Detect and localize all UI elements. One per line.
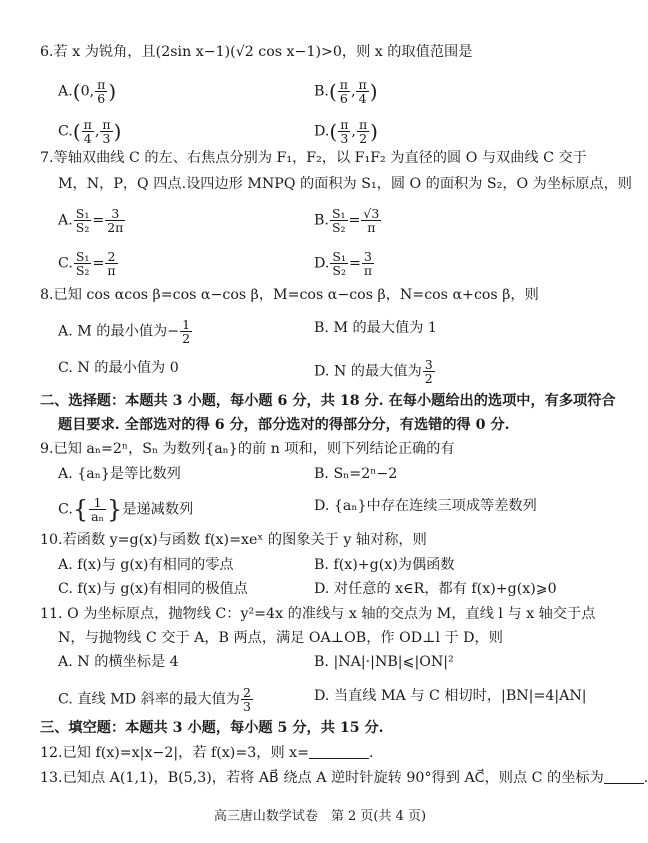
q9-stem: 9.已知 aₙ=2ⁿ，Sₙ 为数列{aₙ}的前 n 项和，则下列结论正确的有 bbox=[40, 441, 455, 457]
q9-option-a: A. {aₙ}是等比数列 bbox=[58, 466, 181, 482]
q11-stem-line2: N，与抛物线 C 交于 A，B 两点，满足 OA⊥OB，作 OD⊥l 于 D，则 bbox=[58, 630, 503, 646]
q7-option-a: A. $\frac{\text{S₁}}{\text{S₂}}$ = $\frac{3}{2\pi}$ bbox=[58, 206, 124, 235]
q7-stem-line2: M，N，P，Q 四点.设四边形 MNPQ 的面积为 S₁，圆 O 的面积为 S₂，O 为坐标原点，则 bbox=[58, 176, 632, 192]
q7-stem-line1: 7.等轴双曲线 C 的左、右焦点分别为 F₁，F₂，以 F₁F₂ 为直径的圆 O 与双曲线 C 交于 bbox=[40, 150, 587, 166]
q9-option-b: B. Sₙ=2ⁿ−2 bbox=[314, 466, 398, 482]
q7-option-b: B. $\frac{\text{S₁}}{\text{S₂}}$ = $\frac{√3}{\pi}$ bbox=[314, 206, 380, 235]
q6-option-c: C.( $\frac{\pi}{4}$ , $\frac{\pi}{3}$ ) bbox=[58, 117, 122, 146]
q13-stem: 13.已知点 A(1,1)，B(5,3)，若将 AB⃗ 绕点 A 逆时针旋转 90°得到 AC⃗，则点 C 的坐标为 . bbox=[40, 770, 648, 786]
section2-heading-line2: 题目要求. 全部选对的得 6 分，部分选对的得部分分，有选错的得 0 分. bbox=[58, 417, 510, 433]
q10-option-a: A. f(x)与 g(x)有相同的零点 bbox=[58, 557, 234, 573]
q8-option-a: A. M 的最小值为− $\frac{1}{2}$ bbox=[58, 317, 191, 346]
q11-option-d: D. 当直线 MA 与 C 相切时，|BN|=4|AN| bbox=[314, 688, 587, 704]
q11-option-b: B. |NA|·|NB|⩽|ON|² bbox=[314, 654, 454, 670]
q6-option-a: A.(0, $\frac{\pi}{6}$ ) bbox=[58, 77, 117, 106]
q12-stem: 12.已知 f(x)=x|x−2|，若 f(x)=3，则 x= . bbox=[40, 745, 374, 761]
q6-option-d: D.( $\frac{\pi}{3}$ , $\frac{\pi}{2}$ ) bbox=[314, 117, 378, 146]
q11-option-c: C. 直线 MD 斜率的最大值为 $\frac{2}{3}$ bbox=[58, 685, 251, 714]
q9-option-c: C.{ $\frac{1}{\text{aₙ}}$ }是递减数列 bbox=[58, 495, 194, 524]
q10-option-d: D. 对任意的 x∈R，都有 f(x)+g(x)⩾0 bbox=[314, 581, 557, 597]
q12-answer-blank bbox=[309, 757, 369, 759]
q10-option-c: C. f(x)与 g(x)有相同的极值点 bbox=[58, 581, 248, 597]
q8-option-b: B. M 的最大值为 1 bbox=[314, 320, 437, 336]
q7-option-d: D. $\frac{\text{S₁}}{\text{S₂}}$ = $\frac{3}{\pi}$ bbox=[314, 249, 373, 278]
q8-option-d: D. N 的最大值为 $\frac{3}{2}$ bbox=[314, 357, 433, 386]
page-footer: 高三唐山数学试卷 第 2 页(共 4 页) bbox=[213, 809, 427, 824]
q6-stem: 6.若 x 为锐角，且(2sin x−1)(√2 cos x−1)>0，则 x 的取值范围是 bbox=[40, 44, 473, 60]
q11-option-a: A. N 的横坐标是 4 bbox=[58, 654, 179, 670]
q11-stem-line1: 11. O 为坐标原点，抛物线 C：y²=4x 的准线与 x 轴的交点为 M，直线 l 与 x 轴交于点 bbox=[40, 606, 596, 622]
q6-option-b: B.( $\frac{\pi}{6}$ , $\frac{\pi}{4}$ ) bbox=[314, 77, 378, 106]
q8-option-c: C. N 的最小值为 0 bbox=[58, 360, 179, 376]
q10-option-b: B. f(x)+g(x)为偶函数 bbox=[314, 557, 455, 573]
q10-stem: 10.若函数 y=g(x)与函数 f(x)=xeˣ 的图象关于 y 轴对称，则 bbox=[40, 532, 427, 548]
q8-stem: 8.已知 cos αcos β=cos α−cos β，M=cos α−cos β，N=cos α+cos β，则 bbox=[40, 287, 539, 303]
q13-answer-blank bbox=[604, 782, 644, 784]
q7-option-c: C. $\frac{\text{S₁}}{\text{S₂}}$ = $\frac{2}{\pi}$ bbox=[58, 249, 116, 278]
section2-heading-line1: 二、选择题：本题共 3 小题，每小题 6 分，共 18 分. 在每小题给出的选项中，有多项符合 bbox=[40, 393, 616, 409]
q9-option-d: D. {aₙ}中存在连续三项成等差数列 bbox=[314, 498, 537, 514]
section3-heading: 三、填空题：本题共 3 小题，每小题 5 分，共 15 分. bbox=[40, 720, 384, 736]
